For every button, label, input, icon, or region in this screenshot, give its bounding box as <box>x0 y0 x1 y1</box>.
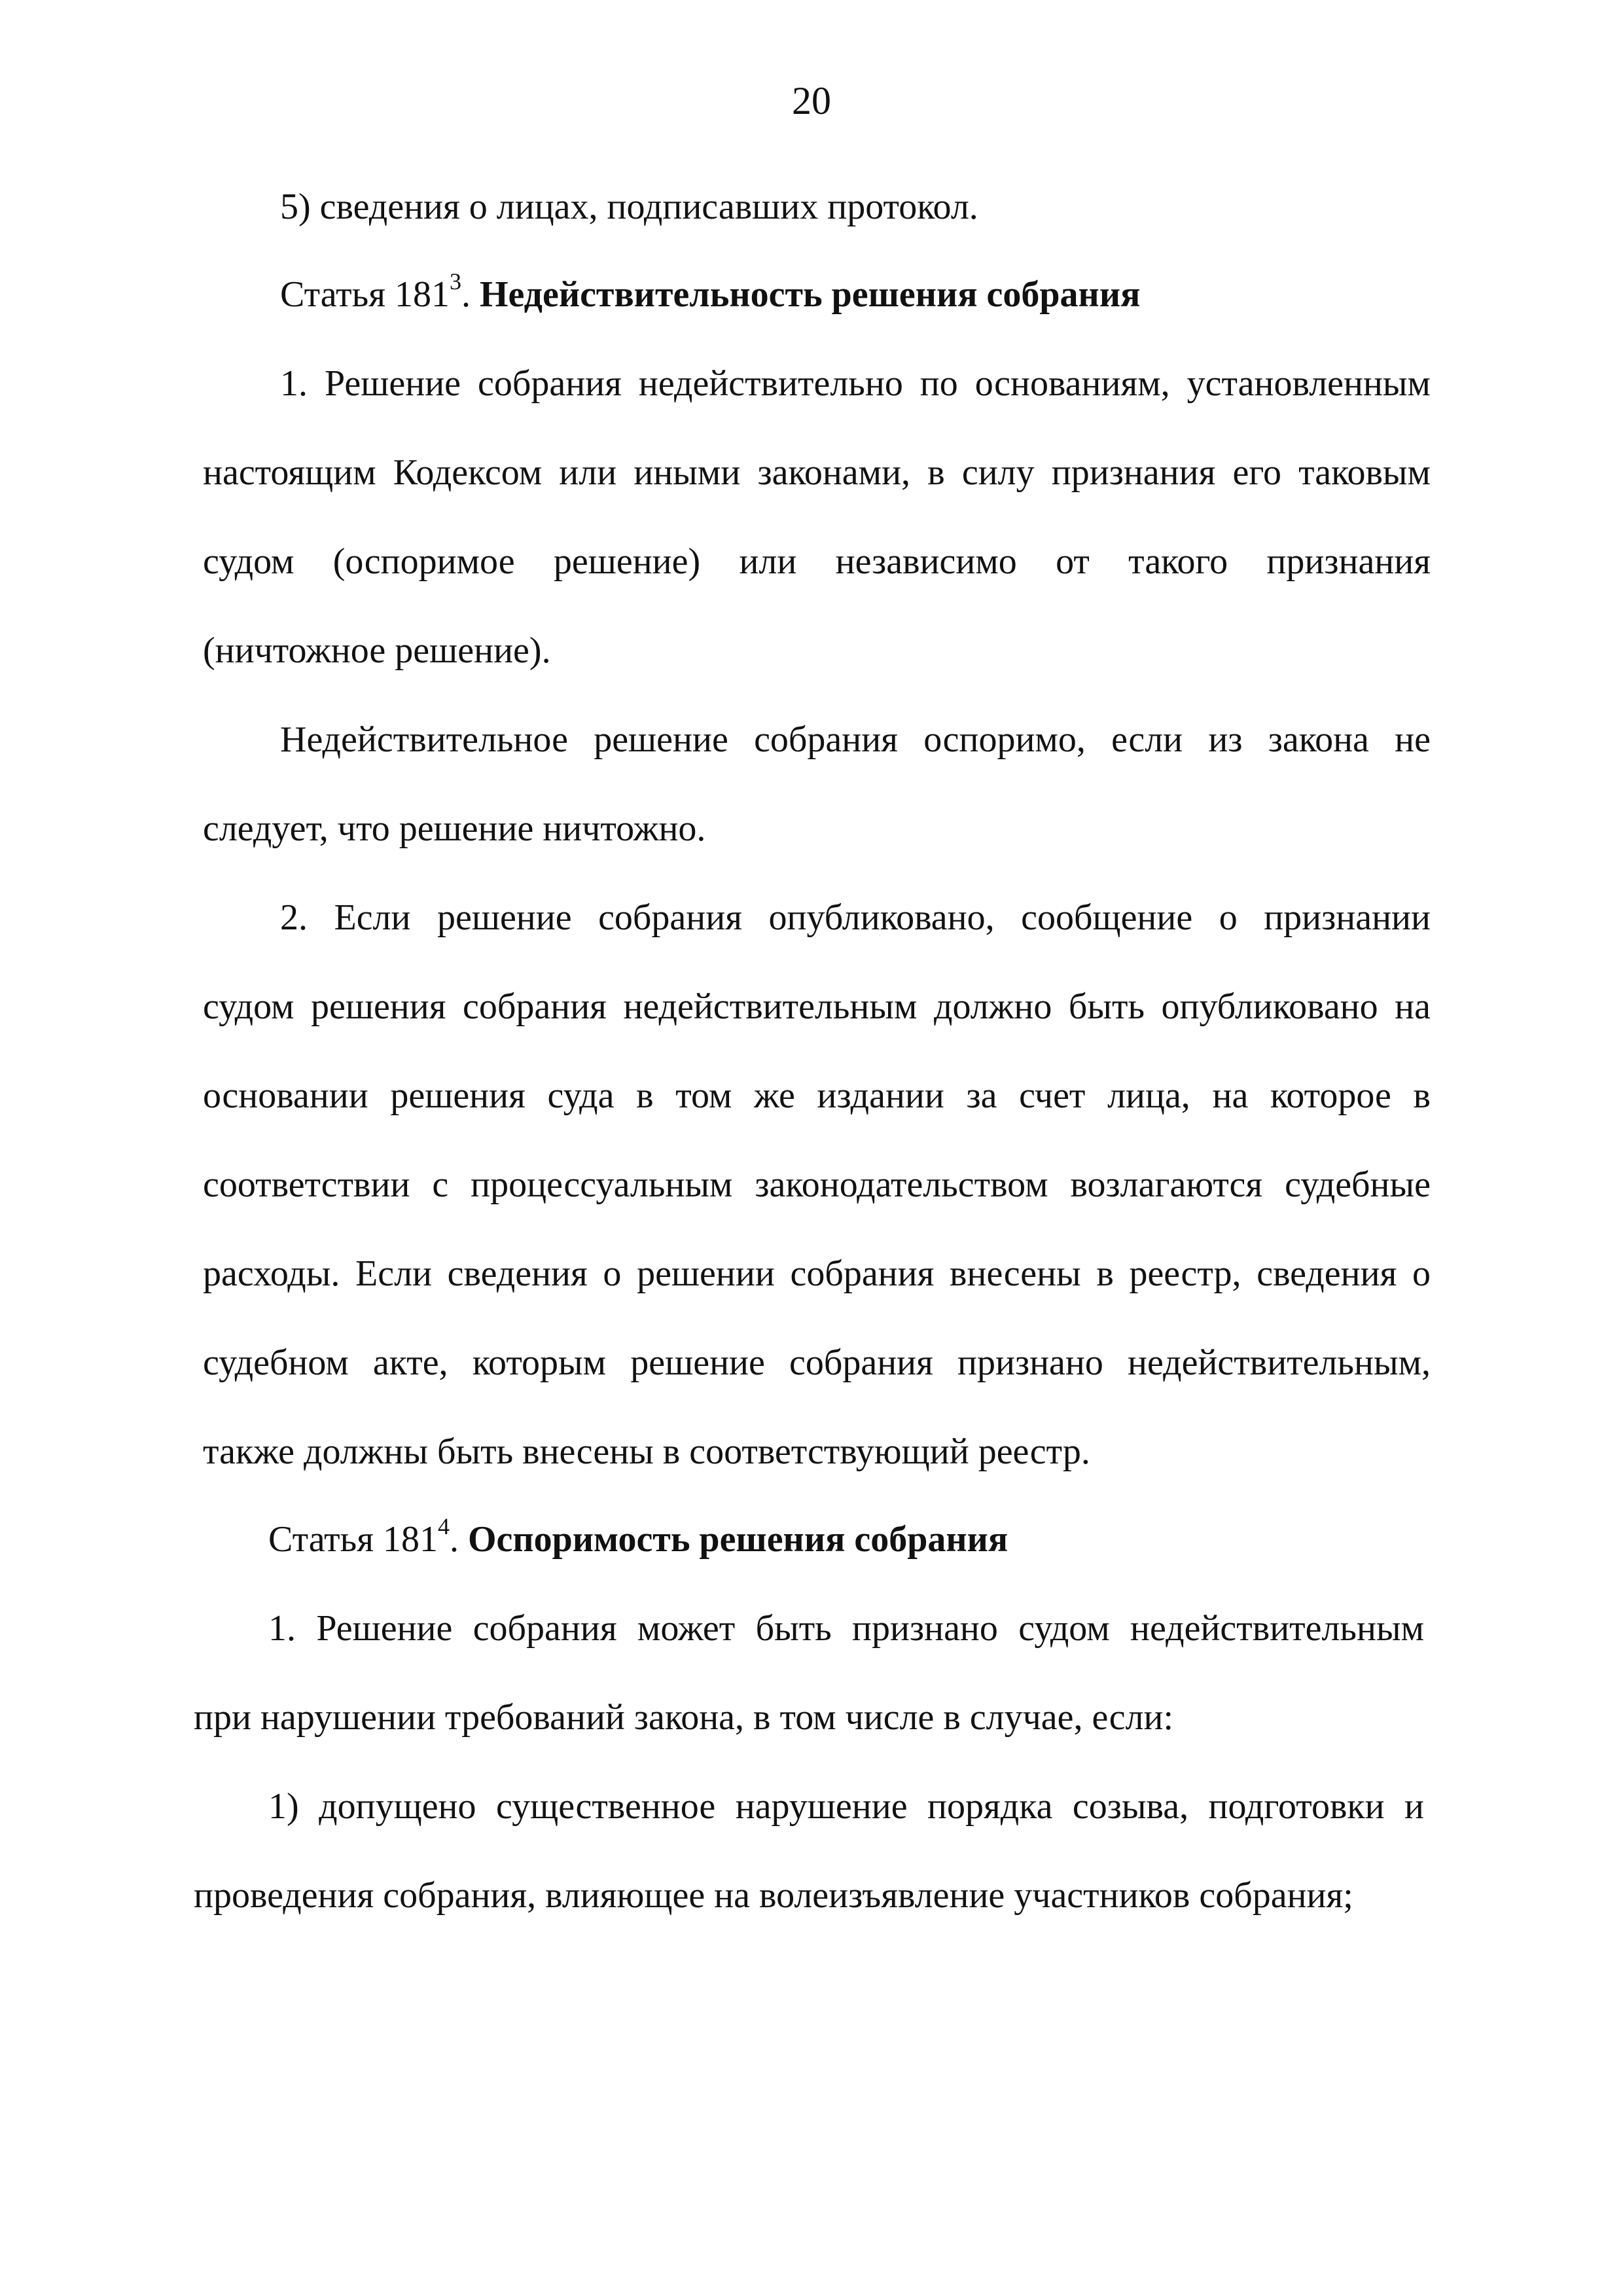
article-1814-p1-line-2: при нарушении требований закона, в том числе в случае, если: <box>194 1697 1174 1738</box>
article-1813-p1-line-2: настоящим Кодексом или иными законами, в силу признания его таковым <box>203 452 1431 493</box>
article-1813-p3-line-5: расходы. Если сведения о решении собрания внесены в реестр, сведения о <box>203 1253 1431 1294</box>
article-1813-dot: . <box>461 274 471 315</box>
page-number: 20 <box>792 79 831 122</box>
article-1814-sup: 4 <box>437 1513 450 1540</box>
article-1813-p3-line-1: 2. Если решение собрания опубликовано, сообщение о признании <box>280 897 1431 938</box>
article-1813-p2-line-2: следует, что решение ничтожно. <box>203 808 706 849</box>
article-1813-title: Недействительность решения собрания <box>479 274 1141 315</box>
article-1814-title: Оспоримость решения собрания <box>467 1519 1008 1560</box>
article-1813-p1-line-3: судом (оспоримое решение) или независимо от такого признания <box>203 541 1431 582</box>
article-1814-p2-line-1: 1) допущено существенное нарушение порядка созыва, подготовки и <box>268 1786 1424 1827</box>
article-1813-p3-line-3: основании решения суда в том же издании за счет лица, на которое в <box>203 1075 1431 1116</box>
article-1813-p2-line-1: Недействительное решение собрания оспоримо, если из закона не <box>280 719 1431 760</box>
article-1813-p3-line-7: также должны быть внесены в соответствующий реестр. <box>203 1431 1090 1472</box>
article-1814-p1-line-1: 1. Решение собрания может быть признано судом недействительным <box>268 1608 1424 1649</box>
article-1814-dot: . <box>449 1519 459 1560</box>
article-1814-prefix: Статья 181 <box>268 1519 438 1560</box>
article-1813-p3-line-2: судом решения собрания недействительным должно быть опубликовано на <box>203 986 1431 1027</box>
article-1813-sup: 3 <box>449 268 461 295</box>
article-1814-heading <box>268 1513 1008 1563</box>
article-1814-p2-line-2: проведения собрания, влияющее на волеизъявление участников собрания; <box>194 1875 1353 1916</box>
article-1813-heading <box>280 268 1141 318</box>
article-1813-p1-line-1: 1. Решение собрания недействительно по основаниям, установленным <box>280 363 1431 404</box>
article-1813-p3-line-6: судебном акте, которым решение собрания признано недействительным, <box>203 1342 1431 1383</box>
item-5-line: 5) сведения о лицах, подписавших протокол. <box>280 187 978 227</box>
article-1813-p3-line-4: соответствии с процессуальным законодательством возлагаются судебные <box>203 1164 1431 1205</box>
article-1813-prefix: Статья 181 <box>280 274 450 315</box>
article-1813-p1-line-4: (ничтожное решение). <box>203 630 551 671</box>
